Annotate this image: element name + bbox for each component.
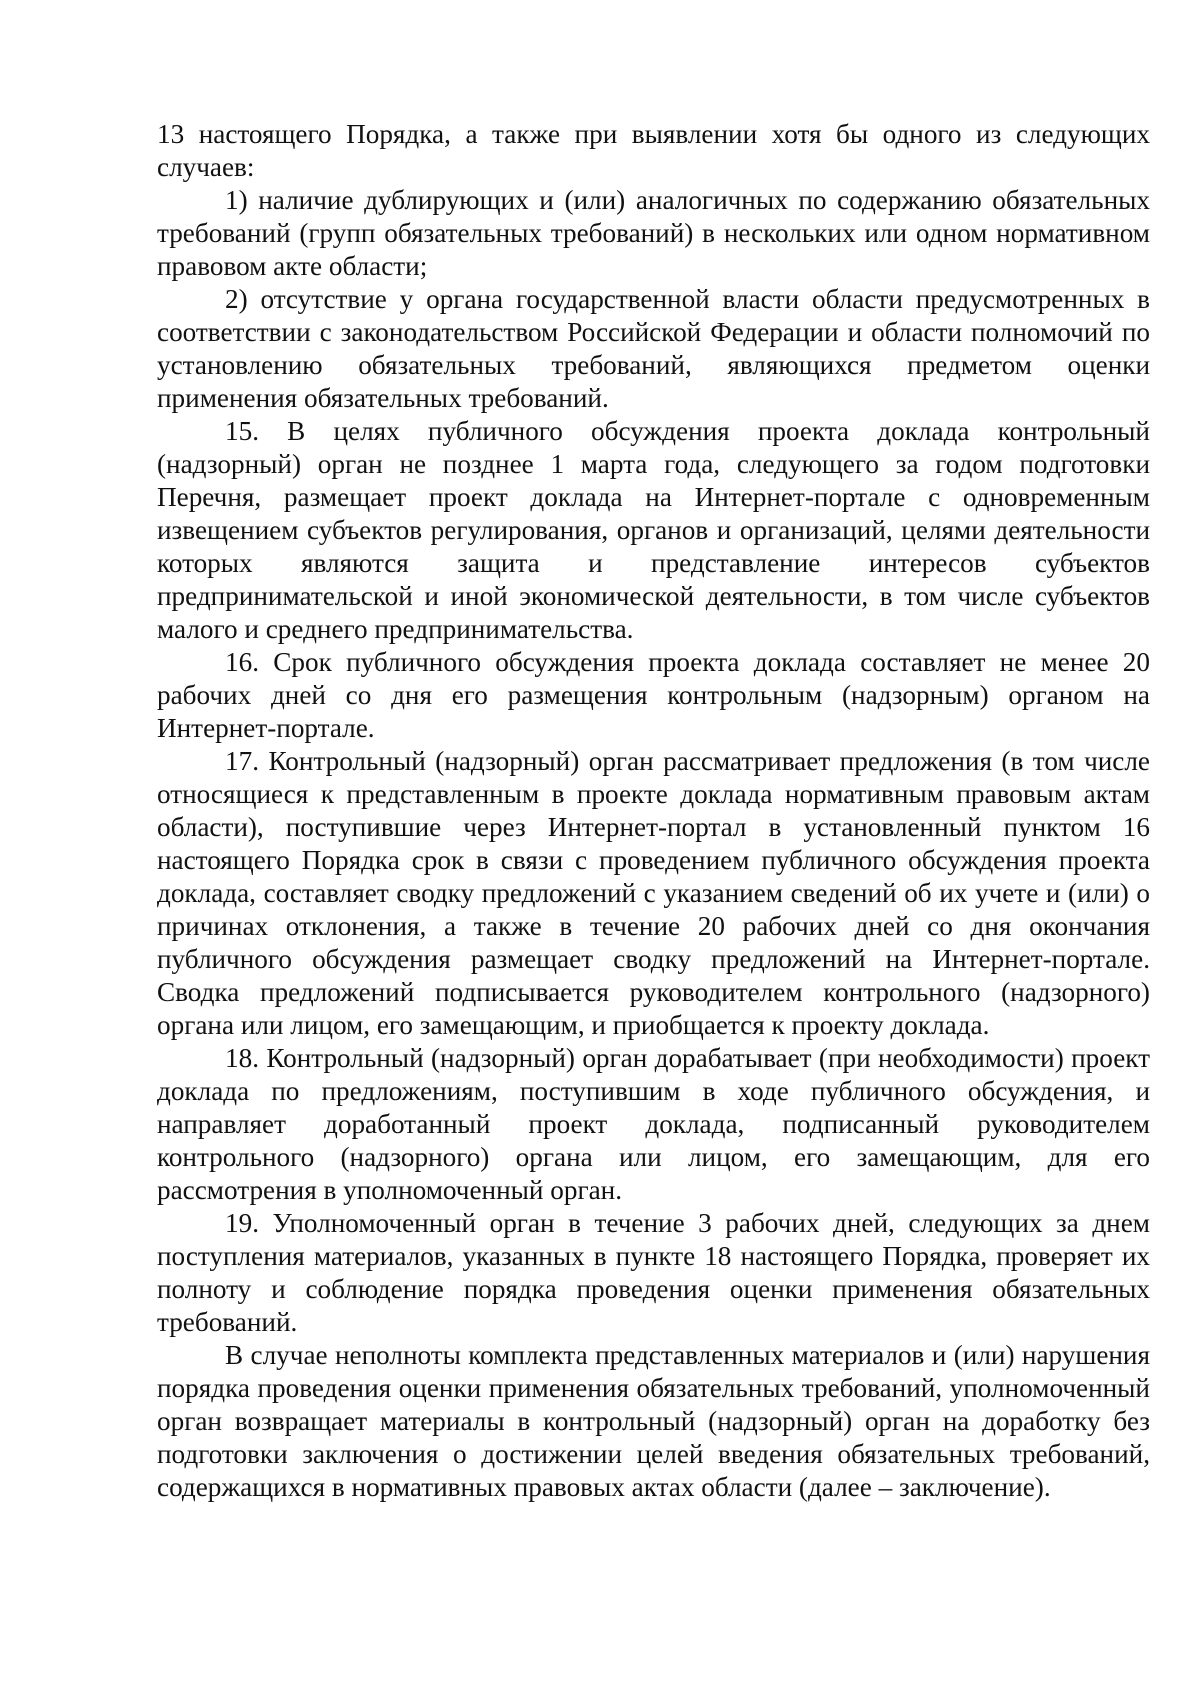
paragraph-item-17: 17. Контрольный (надзорный) орган рассматривает предложения (в том числе относящиеся к представленным в проекте доклада нормативным правовым актам области), поступившие через Интернет-портал в установленный пунктом 16 настоящего Порядка срок в связи с проведением публичного обсуждения проекта доклада, составляет сводку предложений с указанием сведений об их учете и (или) о причинах отклонения, а также в течение 20 рабочих дней со дня окончания публичного обсуждения размещает сводку предложений на Интернет-портале. Сводка предложений подписывается руководителем контрольного (надзорного) органа или лицом, его замещающим, и приобщается к проекту доклада. — [157, 746, 1150, 1040]
paragraph-case-2: 2) отсутствие у органа государственной власти области предусмотренных в соответствии с законодательством Российской Федерации и области полномочий по установлению обязательных требований, являющихся предметом оценки применения обязательных требований. — [157, 284, 1150, 413]
paragraph-item-19: 19. Уполномоченный орган в течение 3 рабочих дней, следующих за днем поступления материалов, указанных в пункте 18 настоящего Порядка, проверяет их полноту и соблюдение порядка проведения оценки применения обязательных требований. — [157, 1208, 1150, 1337]
paragraph-item-16: 16. Срок публичного обсуждения проекта доклада составляет не менее 20 рабочих дней со дня его размещения контрольным (надзорным) органом на Интернет-портале. — [157, 647, 1150, 743]
paragraph-item-18: 18. Контрольный (надзорный) орган дорабатывает (при необходимости) проект доклада по предложениям, поступившим в ходе публичного обсуждения, и направляет доработанный проект доклада, подписанный руководителем контрольного (надзорного) органа или лицом, его замещающим, для его рассмотрения в уполномоченный орган. — [157, 1043, 1150, 1205]
paragraph-item-19-incomplete: В случае неполноты комплекта представленных материалов и (или) нарушения порядка проведения оценки применения обязательных требований, уполномоченный орган возвращает материалы в контрольный (надзорный) орган на доработку без подготовки заключения о достижении целей введения обязательных требований, содержащихся в нормативных правовых актах области (далее – заключение). — [157, 1340, 1150, 1502]
paragraph-item-15: 15. В целях публичного обсуждения проекта доклада контрольный (надзорный) орган не позднее 1 марта года, следующего за годом подготовки Перечня, размещает проект доклада на Интернет-портале с одновременным извещением субъектов регулирования, органов и организаций, целями деятельности которых являются защита и представление интересов субъектов предпринимательской и иной экономической деятельности, в том числе субъектов малого и среднего предпринимательства. — [157, 416, 1150, 644]
paragraph-case-1: 1) наличие дублирующих и (или) аналогичных по содержанию обязательных требований (групп обязательных требований) в нескольких или одном нормативном правовом акте области; — [157, 185, 1150, 281]
document-page — [157, 118, 1150, 1504]
paragraph-continuation: 13 настоящего Порядка, а также при выявлении хотя бы одного из следующих случаев: — [157, 119, 1150, 182]
